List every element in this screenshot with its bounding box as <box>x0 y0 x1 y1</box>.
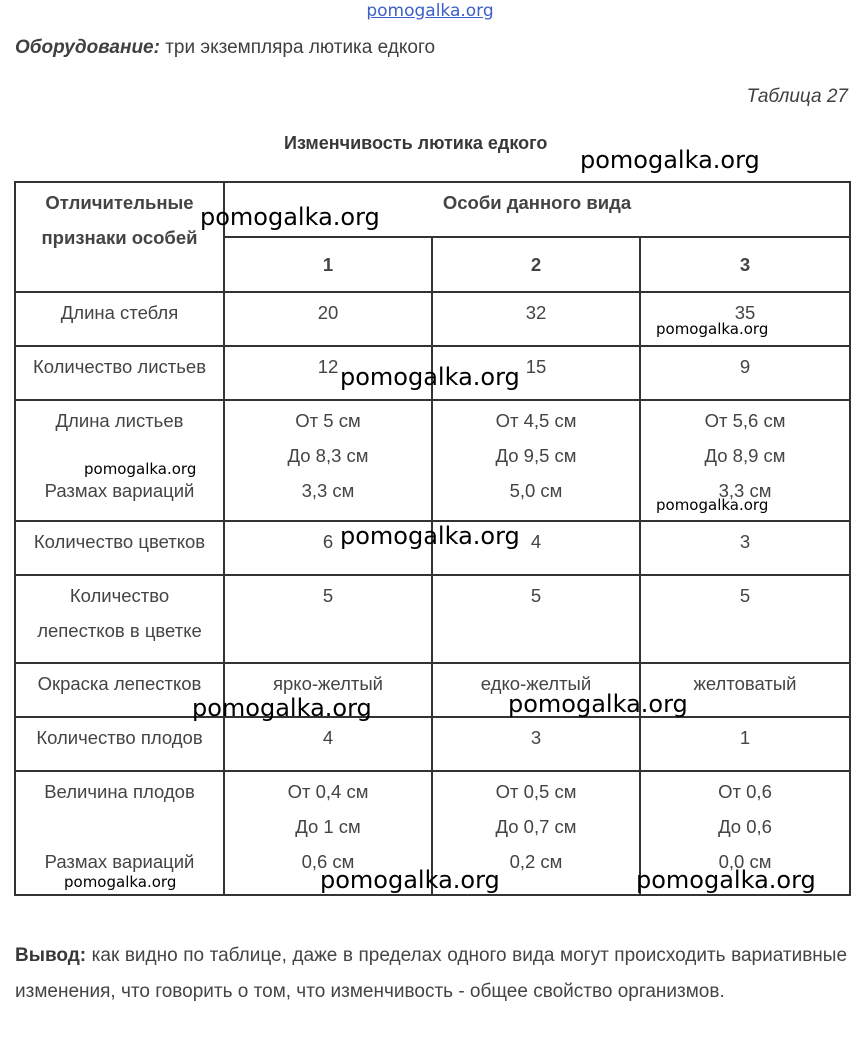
value-line: 35 <box>734 302 756 323</box>
value-line: 1 <box>739 727 751 748</box>
column-number-3: 3 <box>640 237 850 292</box>
watermark: pomogalka.org <box>64 873 177 891</box>
row-label-line <box>16 809 223 844</box>
table-number: Таблица 27 <box>746 86 848 107</box>
value-line: 5 <box>530 585 542 606</box>
row-label-line: Длина стебля <box>60 302 179 323</box>
table-title: Изменчивость лютика едкого <box>284 133 548 153</box>
watermark: pomogalka.org <box>192 694 372 722</box>
value-line: 12 <box>317 356 339 377</box>
watermark: pomogalka.org <box>84 460 197 478</box>
row-label-line: Длина листьев <box>55 410 184 431</box>
watermark: pomogalka.org <box>656 320 769 338</box>
watermark: pomogalka.org <box>580 146 760 174</box>
row-label-line: Количество плодов <box>36 727 203 748</box>
column-number-1: 1 <box>224 237 432 292</box>
value-line: 3 <box>530 727 542 748</box>
row-label-cell <box>15 717 224 771</box>
value-line: ярко-желтый <box>272 673 383 694</box>
value-line: От 4,5 см <box>495 410 577 431</box>
value-line: До 8,3 см <box>287 445 369 466</box>
equipment-line <box>15 37 435 59</box>
value-line: 32 <box>525 302 547 323</box>
row-label-cell <box>15 521 224 575</box>
value-line: От 0,4 см <box>287 781 369 802</box>
equipment-text: три экземпляра лютика едкого <box>165 37 436 58</box>
value-line: До 0,7 см <box>495 816 577 837</box>
watermark: pomogalka.org <box>340 522 520 550</box>
conclusion-paragraph <box>15 938 847 1010</box>
value-line: 0,0 см <box>718 851 772 872</box>
value-line: От 5,6 см <box>704 410 786 431</box>
value-line: 5 <box>322 585 334 606</box>
value-cell <box>432 717 640 771</box>
watermark: pomogalka.org <box>508 690 688 718</box>
row-label-line: Количество <box>69 585 170 606</box>
value-cell <box>224 717 432 771</box>
value-line: От 0,5 см <box>495 781 577 802</box>
value-cell <box>640 575 850 663</box>
watermark: pomogalka.org <box>320 866 500 894</box>
value-line: 4 <box>322 727 334 748</box>
feature-header-cell <box>15 182 224 292</box>
value-line: 3 <box>739 531 751 552</box>
value-cell <box>640 346 850 400</box>
watermark: pomogalka.org <box>340 363 520 391</box>
row-label-cell <box>15 292 224 346</box>
value-line: 5 <box>739 585 751 606</box>
row-label-line: Количество листьев <box>32 356 207 377</box>
row-label-cell <box>15 575 224 663</box>
group-header-cell: Особи данного вида <box>224 182 850 237</box>
value-line: До 0,6 <box>718 816 772 837</box>
value-line: 5,0 см <box>509 480 563 501</box>
value-cell <box>224 292 432 346</box>
value-line: едко-желтый <box>480 673 592 694</box>
row-label-line: Окраска лепестков <box>37 673 202 694</box>
value-line: 4 <box>530 531 542 552</box>
row-label-line: Размах вариаций <box>44 851 195 872</box>
watermark: pomogalka.org <box>656 496 769 514</box>
value-line: 15 <box>525 356 547 377</box>
value-line: 20 <box>317 302 339 323</box>
value-line: 0,6 см <box>301 851 355 872</box>
value-cell <box>224 575 432 663</box>
value-cell <box>432 575 640 663</box>
value-line: До 1 см <box>295 816 361 837</box>
value-line: 9 <box>739 356 751 377</box>
value-cell <box>640 521 850 575</box>
value-line: 3,3 см <box>718 480 772 501</box>
column-number-2: 2 <box>432 237 640 292</box>
conclusion-label: Вывод: <box>15 945 87 966</box>
top-watermark-link[interactable]: pomogalka.org <box>366 1 494 21</box>
value-cell <box>432 400 640 521</box>
watermark: pomogalka.org <box>636 866 816 894</box>
table-header-row <box>15 182 850 237</box>
value-line: До 8,9 см <box>704 445 786 466</box>
equipment-label: Оборудование: <box>15 37 160 58</box>
row-label-line: Величина плодов <box>44 781 195 802</box>
watermark: pomogalka.org <box>200 203 380 231</box>
table-row <box>15 717 850 771</box>
row-label-line: лепестков в цветке <box>37 620 202 641</box>
value-cell <box>224 400 432 521</box>
feature-header-line1: Отличительные <box>45 192 194 213</box>
value-line: 3,3 см <box>301 480 355 501</box>
value-line: желтоватый <box>693 673 797 694</box>
value-line: От 5 см <box>295 410 361 431</box>
row-label-line: Количество цветков <box>33 531 206 552</box>
row-label-line: Размах вариаций <box>44 480 195 501</box>
table-row <box>15 663 850 717</box>
table-row <box>15 575 850 663</box>
feature-header-line2: признаки особей <box>41 227 198 248</box>
value-line: 6 <box>322 531 334 552</box>
conclusion-text: как видно по таблице, даже в пределах одного вида могут происходить вариативные изменения, что говорить о том, что изменчивость - общее свойство организмов. <box>15 945 848 1002</box>
row-label-cell <box>15 346 224 400</box>
value-line: До 9,5 см <box>495 445 577 466</box>
value-line: 0,2 см <box>509 851 563 872</box>
value-line: От 0,6 <box>718 781 772 802</box>
value-cell <box>432 292 640 346</box>
value-cell <box>640 717 850 771</box>
